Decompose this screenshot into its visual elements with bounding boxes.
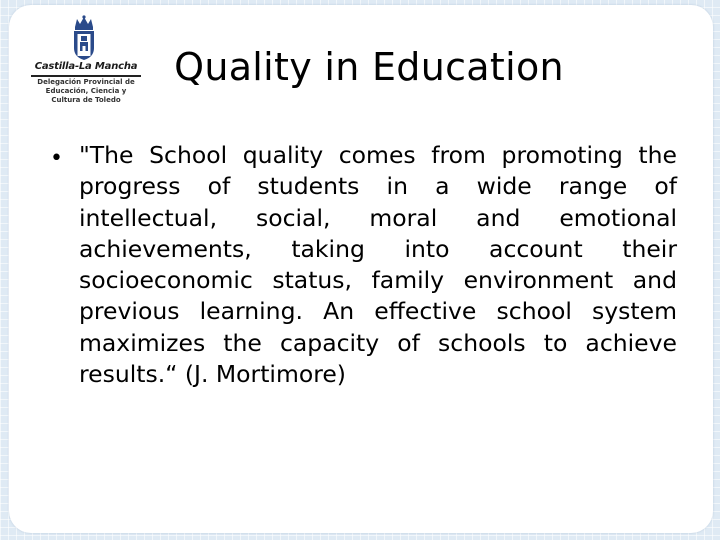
logo-name: Castilla-La Mancha [34,61,138,72]
logo-subtitle: Delegación Provincial de Educación, Ciencia y Cultura de Toledo [37,78,135,104]
quote-text: "The School quality comes from promoting the progress of students in a wide range of intellectual, social, moral and emotional achievements, taking into account their socioeconomic status, family environment and previous learning. An effective school system maximizes the capacity of schools to achieve results.“ (J. Mortimore) [79,141,677,389]
slide-title: Quality in Education [174,45,564,89]
logo-divider [31,75,141,77]
slide-panel [9,5,713,533]
castilla-la-mancha-logo [27,15,145,107]
bullet-icon: • [50,146,63,171]
crown-shield-icon [69,15,99,61]
